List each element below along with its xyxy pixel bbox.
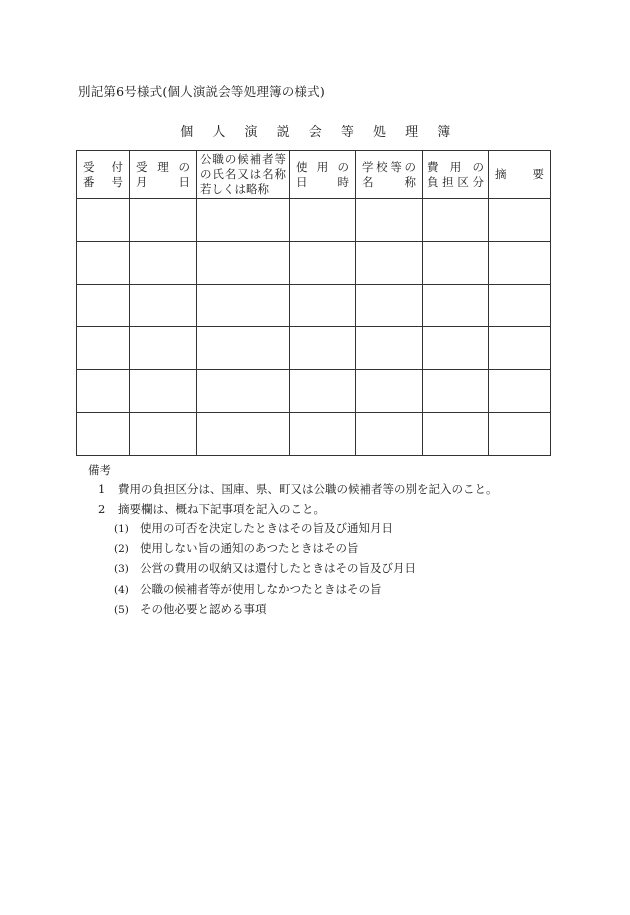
- table-cell[interactable]: [423, 199, 489, 242]
- table-cell[interactable]: [356, 199, 423, 242]
- table-cell[interactable]: [77, 327, 130, 370]
- note-subitem: [88, 539, 498, 559]
- table-cell[interactable]: [423, 370, 489, 413]
- table-cell[interactable]: [423, 327, 489, 370]
- table-cell[interactable]: [290, 241, 356, 284]
- form-heading: 別記第6号様式(個人演説会等処理簿の様式): [78, 84, 325, 99]
- notes-section: [88, 461, 498, 620]
- table-cell[interactable]: [356, 284, 423, 327]
- col-header-receipt-number: 受 付 番 号: [77, 151, 130, 199]
- table-cell[interactable]: [130, 199, 197, 242]
- col-header-school-name: 学校等の 名 称: [356, 151, 423, 199]
- table-cell[interactable]: [489, 370, 551, 413]
- table-cell[interactable]: [489, 241, 551, 284]
- table-cell[interactable]: [77, 284, 130, 327]
- table-cell[interactable]: [356, 241, 423, 284]
- table-cell[interactable]: [356, 370, 423, 413]
- table-row: [77, 199, 551, 242]
- table-row: [77, 241, 551, 284]
- note-text: 費用の負担区分は、国庫、県、町又は公職の候補者等の別を記入のこと。: [118, 482, 498, 497]
- table-cell[interactable]: [77, 199, 130, 242]
- note-text: 摘要欄は、概ね下記事項を記入のこと。: [118, 501, 325, 516]
- note-subitem: [88, 559, 498, 579]
- subitem-number: (5): [114, 604, 129, 617]
- subitem-text: その他必要と認める事項: [140, 602, 267, 617]
- register-table: [76, 150, 551, 456]
- note-number: 2: [98, 501, 106, 516]
- note-subitem: [88, 519, 498, 539]
- table-cell[interactable]: [290, 327, 356, 370]
- table-cell[interactable]: [423, 284, 489, 327]
- table-cell[interactable]: [489, 199, 551, 242]
- table-cell[interactable]: [77, 370, 130, 413]
- table-row: [77, 370, 551, 413]
- subitem-text: 公営の費用の収納又は還付したときはその旨及び月日: [140, 561, 416, 576]
- table-cell[interactable]: [130, 370, 197, 413]
- table-cell[interactable]: [77, 412, 130, 455]
- header-row: [77, 151, 551, 199]
- table-row: [77, 327, 551, 370]
- table-cell[interactable]: [290, 412, 356, 455]
- table-cell[interactable]: [290, 284, 356, 327]
- table-cell[interactable]: [197, 241, 290, 284]
- subitem-number: (2): [114, 543, 129, 556]
- table-cell[interactable]: [423, 241, 489, 284]
- table-cell[interactable]: [489, 284, 551, 327]
- subitem-number: (3): [114, 563, 129, 576]
- table-cell[interactable]: [489, 412, 551, 455]
- note-item: [88, 480, 498, 499]
- table-cell[interactable]: [197, 412, 290, 455]
- col-header-candidate-name: 公職の候補者等 の氏名又は名称 若しくは略称: [197, 151, 290, 199]
- table-cell[interactable]: [290, 199, 356, 242]
- table-cell[interactable]: [197, 284, 290, 327]
- subitem-number: (1): [114, 522, 129, 535]
- notes-title: 備考: [88, 463, 111, 477]
- table-row: [77, 284, 551, 327]
- note-subitem: [88, 600, 498, 620]
- col-header-receipt-date: 受 理 の 月 日: [130, 151, 197, 199]
- table-cell[interactable]: [489, 327, 551, 370]
- table-cell[interactable]: [130, 284, 197, 327]
- table-cell[interactable]: [130, 327, 197, 370]
- note-number: 1: [98, 482, 106, 497]
- note-item: [88, 500, 498, 519]
- table-cell[interactable]: [290, 370, 356, 413]
- table-cell[interactable]: [423, 412, 489, 455]
- table-cell[interactable]: [77, 241, 130, 284]
- table-row: [77, 412, 551, 455]
- table-cell[interactable]: [197, 327, 290, 370]
- subitem-text: 使用の可否を決定したときはその旨及び通知月日: [140, 520, 393, 535]
- table-cell[interactable]: [197, 370, 290, 413]
- table-cell[interactable]: [130, 241, 197, 284]
- col-header-usage-datetime: 使 用 の 日 時: [290, 151, 356, 199]
- col-header-remarks: 摘 要: [489, 151, 551, 199]
- subitem-text: 公職の候補者等が使用しなかつたときはその旨: [140, 581, 382, 596]
- col-header-cost-category: 費 用 の 負担区分: [423, 151, 489, 199]
- table-cell[interactable]: [356, 327, 423, 370]
- note-subitem: [88, 580, 498, 600]
- table-cell[interactable]: [130, 412, 197, 455]
- subitem-number: (4): [114, 583, 129, 596]
- document-title: 個 人 演 説 会 等 処 理 簿: [180, 125, 458, 140]
- subitem-text: 使用しない旨の通知のあつたときはその旨: [140, 541, 359, 556]
- table-cell[interactable]: [197, 199, 290, 242]
- table-cell[interactable]: [356, 412, 423, 455]
